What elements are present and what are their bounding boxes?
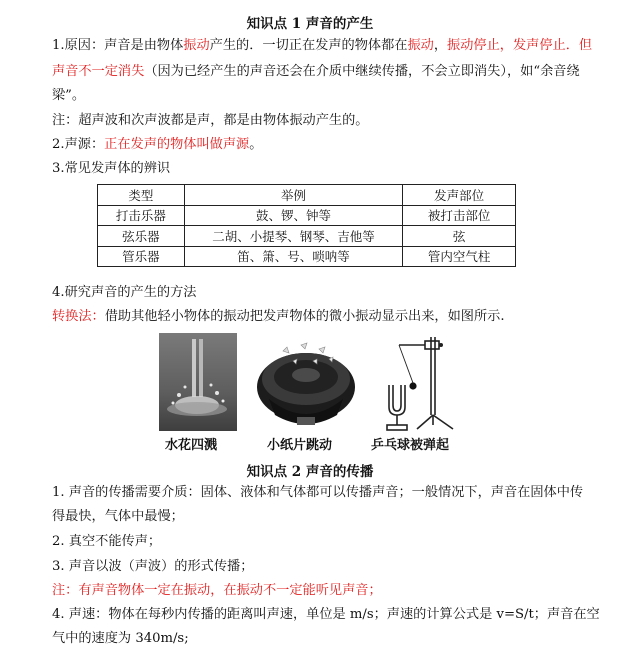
text: 产生的．一切正在发声的物体都在 [209,38,408,53]
paragraph-cause-line2 [52,61,580,82]
table-cell: 二胡、小提琴、钢琴、吉他等 [184,226,402,247]
table-cell: 弦 [403,226,516,247]
table-row [98,226,516,247]
paragraph-medium-line1: 1. 声音的传播需要介质：固体、液体和气体都可以传播声音；一般情况下，声音在固体中传 [52,485,584,500]
section1-title: 知识点 1 声音的产生 [246,16,374,32]
table-header: 举例 [184,185,402,206]
figure-group [157,333,459,453]
table-header-row [98,185,516,206]
table-cell: 管内空气柱 [403,246,516,267]
speaker-paper-image [255,337,357,433]
table-cell: 弦乐器 [98,226,185,247]
paragraph-sound-source [52,134,572,155]
tuning-fork-ball-image [369,333,459,433]
table-header: 类型 [98,185,185,206]
text: ， [433,38,448,53]
red-text: 正在发声的物体叫做声源 [104,137,250,152]
paragraph-identify: 3.常见发声体的辨识 [52,161,171,176]
text: 1.原因：声音是由物体 [52,38,184,53]
paragraph-method: 4.研究声音的产生的方法 [52,285,197,300]
note-ultrasound: 注：超声波和次声波都是声，都是由物体振动产生的。 [52,113,369,128]
table-cell: 打击乐器 [98,205,185,226]
water-splash-image [159,333,237,431]
table-row [98,246,516,267]
red-text: 转换法： [52,309,105,324]
paragraph-wave: 3. 声音以波（声波）的形式传播； [52,559,254,574]
text: 2.声源： [52,137,105,152]
table-cell: 笛、箫、号、唢呐等 [184,246,402,267]
paragraph-cause-line3: 梁”。 [52,88,86,103]
paragraph-vacuum: 2. 真空不能传声； [52,534,162,549]
red-text: 振动 [407,38,434,53]
red-text: 声音不一定消失 [52,64,145,79]
text: 。 [249,137,263,152]
table-cell: 鼓、锣、钟等 [184,205,402,226]
figure-caption: 小纸片跳动 [267,438,333,453]
figure-caption: 乒乓球被弹起 [371,438,450,453]
table-row [98,205,516,226]
instrument-table [97,184,516,267]
paragraph-speed-line2: 气中的速度为 340m/s; [52,631,189,646]
paragraph-medium-line2: 得最快，气体中最慢； [52,509,184,524]
red-text: 振动 [183,38,210,53]
table-cell: 被打击部位 [403,205,516,226]
note-vibration: 注：有声音物体一定在振动，在振动不一定能听见声音； [52,583,382,598]
section2-title: 知识点 2 声音的传播 [246,464,374,480]
paragraph-conversion [52,306,572,327]
figure-caption: 水花四溅 [165,438,218,453]
text: （因为已经产生的声音还会在介质中继续传播，不会立即消失），如“余音绕 [144,64,580,79]
paragraph-speed-line1: 4. 声速：物体在每秒内传播的距离叫声速，单位是 m/s；声速的计算公式是 v=S/t；声音在空 [52,607,600,622]
table-header: 发声部位 [403,185,516,206]
table-cell: 管乐器 [98,246,185,267]
paragraph-cause-line1 [52,35,593,56]
text: 借助其他轻小物体的振动把发声物体的微小振动显示出来，如图所示. [104,309,505,324]
red-text: 振动停止，发声停止．但 [447,38,593,53]
